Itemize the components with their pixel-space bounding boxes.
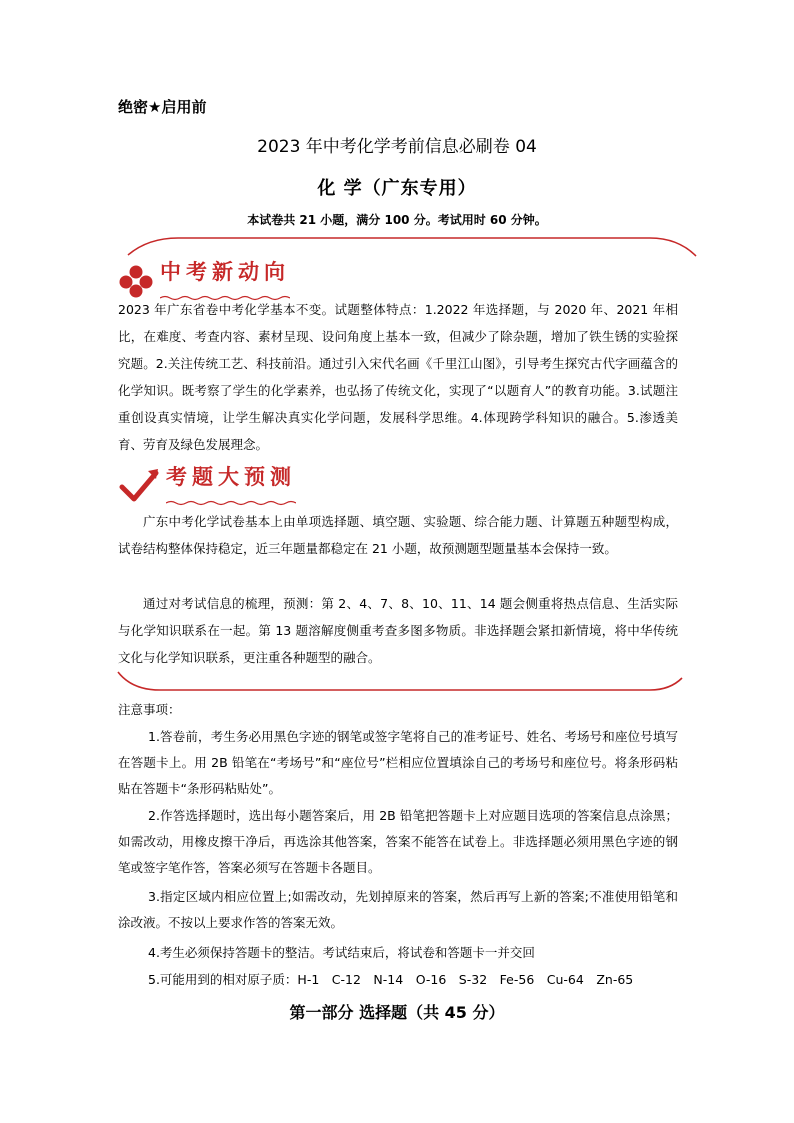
- forecast-badge: [118, 461, 296, 510]
- new-trend-heading: 中考新动向: [160, 260, 290, 284]
- notice-item-3: 3.指定区域内相应位置上;如需改动，先划掉原来的答案，然后再写上新的答案;不准使用铅笔和涂改液。不按以上要求作答的答案无效。: [118, 889, 678, 930]
- forecast-paragraph-1: 广东中考化学试卷基本上由单项选择题、填空题、实验题、综合能力题、计算题五种题型构成，试卷结构整体保持稳定，近三年题量都稳定在 21 小题，故预测题型题量基本会保持一致。: [118, 514, 678, 556]
- check-arrow-icon: [118, 465, 162, 507]
- confidential-label: 绝密★启用前: [118, 98, 207, 116]
- notice-item-5: 5.可能用到的相对原子质：H-1 C-12 N-14 O-16 S-32 Fe-56 Cu-64 Zn-65: [148, 972, 634, 987]
- exam-subtitle: 化 学（广东专用）: [317, 178, 477, 199]
- notice-title: 注意事项：: [118, 702, 181, 717]
- forecast-heading: 考题大预测: [166, 465, 296, 489]
- exam-title: 2023 年中考化学考前信息必刷卷 04: [257, 137, 537, 157]
- wavy-underline: [166, 500, 296, 506]
- notice-item-4: 4.考生必须保持答题卡的整洁。考试结束后，将试卷和答题卡一并交回: [148, 945, 535, 960]
- notice-item-2: 2.作答选择题时，选出每小题答案后，用 2B 铅笔把答题卡上对应题目选项的答案信息点涂黑；如需改动，用橡皮擦干净后，再选涂其他答案，答案不能答在试卷上。非选择题必须用黑色字迹的钢笔或签字笔作答，答案必须写在答题卡各题目。: [118, 808, 678, 875]
- part-one-heading: 第一部分 选择题（共 45 分）: [289, 1003, 505, 1022]
- exam-note: 本试卷共 21 小题，满分 100 分。考试用时 60 分钟。: [247, 213, 547, 227]
- notice-item-1: 1.答卷前，考生务必用黑色字迹的钢笔或签字笔将自己的准考证号、姓名、考场号和座位号填写在答题卡上。用 2B 铅笔在“考场号”和“座位号”栏相应位置填涂自己的考场号和座位号。将条形码粘贴在答题卡“条形码粘贴处”。: [118, 729, 678, 796]
- new-trend-paragraph: 2023 年广东省卷中考化学基本不变。试题整体特点：1.2022 年选择题，与 2020 年、2021 年相比，在难度、考查内容、素材呈现、设问角度上基本一致，但减少了除杂题，增加了铁生锈的实验探究题。2.关注传统工艺、科技前沿。通过引入宋代名画《千里江山图》，引导考生探究古代字画蕴含的化学知识。既考察了学生的化学素养，也弘扬了传统文化，实现了“以题育人”的教育功能。3.试题注重创设真实情境，让学生解决真实化学问题，发展科学思维。4.体现跨学科知识的融合。5.渗透美育、劳育及绿色发展理念。: [118, 302, 678, 452]
- forecast-paragraph-2: 通过对考试信息的梳理，预测：第 2、4、7、8、10、11、14 题会侧重将热点信息、生活实际与化学知识联系在一起。第 13 题溶解度侧重考查多图多物质。非选择题会紧扣新情境，将中华传统文化与化学知识联系，更注重各种题型的融合。: [118, 596, 678, 665]
- clover-icon: [118, 264, 154, 298]
